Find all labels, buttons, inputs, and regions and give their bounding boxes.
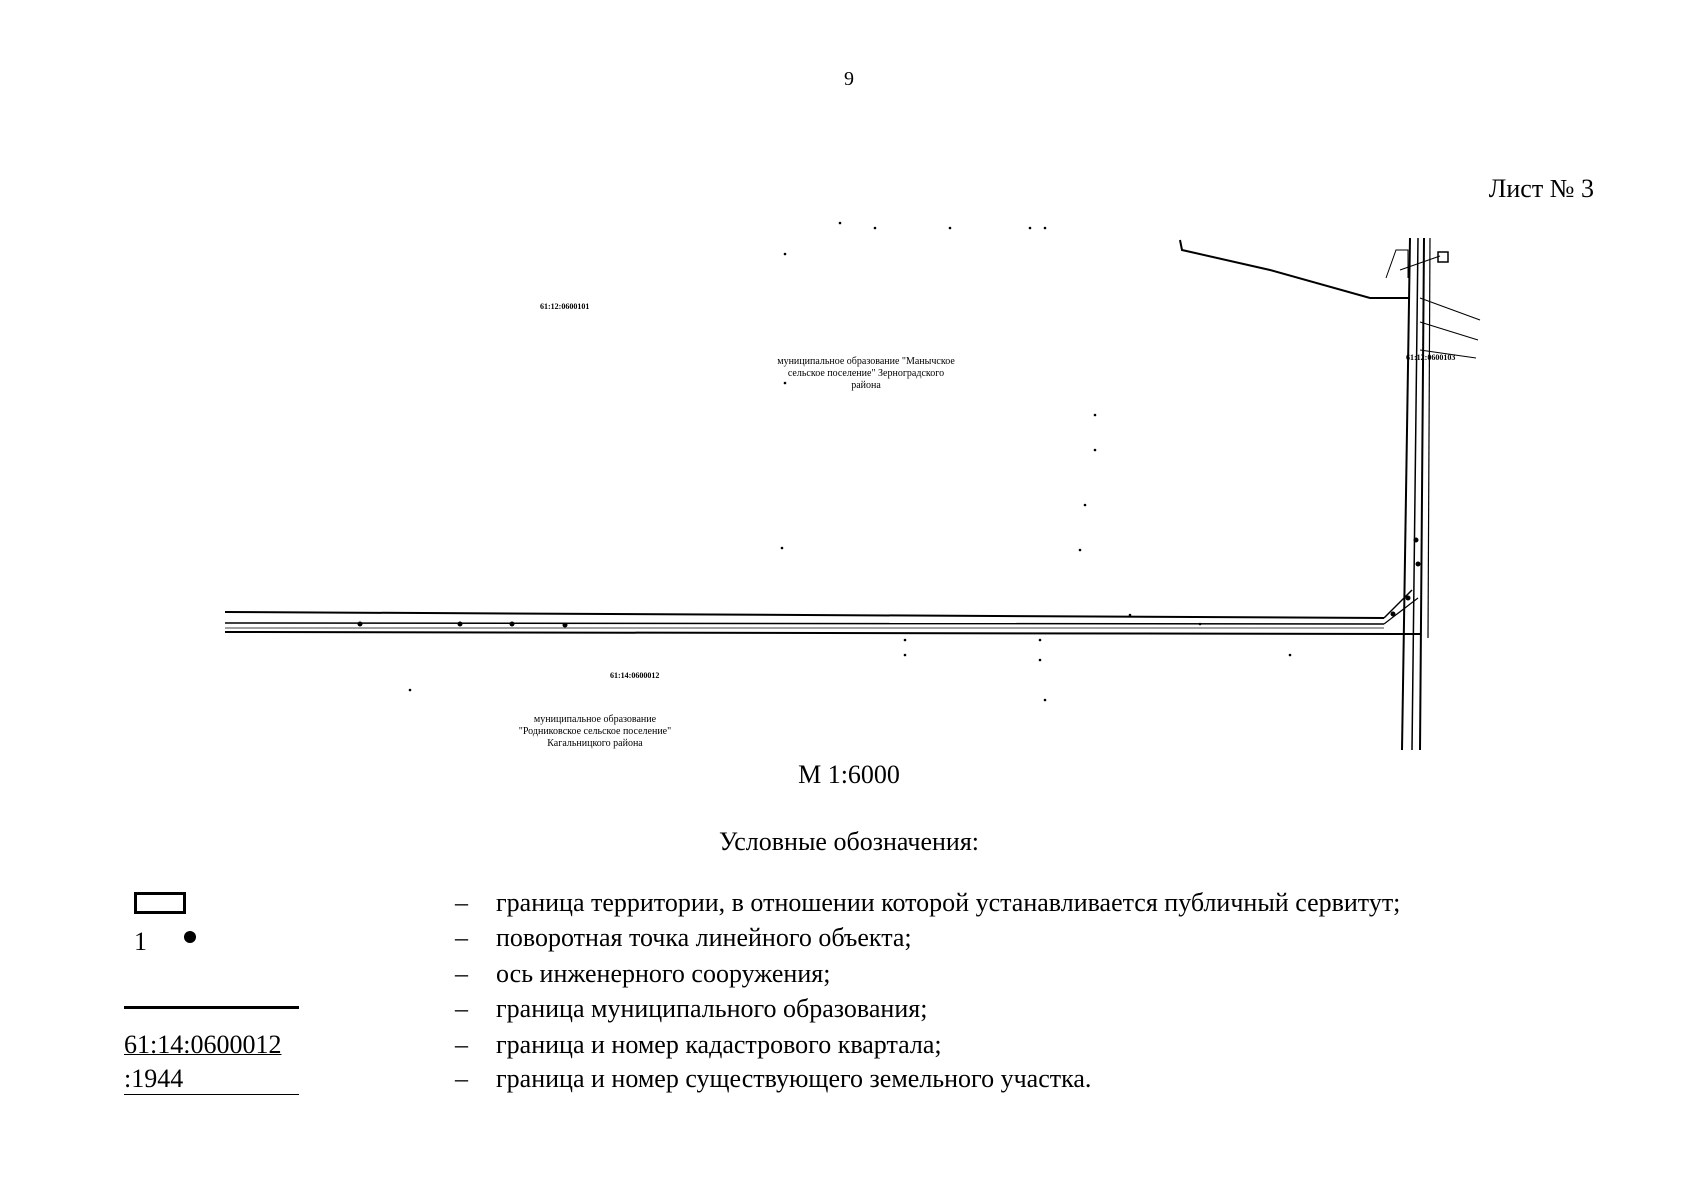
quarter-label-bottom: 61:14:0600012: [610, 671, 660, 680]
parcel-number-symbol: :1944: [124, 1064, 299, 1095]
svg-text:"Родниковское сельское поселен: "Родниковское сельское поселение": [518, 726, 672, 737]
map-scale: М 1:6000: [798, 760, 900, 789]
legend-item-land-parcel: [0, 1064, 1698, 1100]
munic-label-bottom: [519, 714, 671, 749]
svg-text:района: района: [851, 380, 881, 391]
munic-label-top: [777, 356, 955, 391]
corridor-bottom-line: [225, 632, 1420, 634]
svg-text:Кагальницкого района: Кагальницкого района: [547, 738, 643, 749]
svg-text:муниципальное образование: муниципальное образование: [533, 714, 657, 725]
legend-text: поворотная точка линейного объекта;: [496, 923, 912, 952]
quarter-label-right: 61:12:0600103: [1406, 353, 1456, 362]
legend-dash: –: [455, 994, 468, 1023]
point-symbol: [184, 931, 196, 943]
svg-text:сельское поселение" Зерноградс: сельское поселение" Зерноградского: [787, 368, 945, 379]
legend-text: граница и номер существующего земельного участка.: [496, 1064, 1092, 1093]
corridor-axis-line: [225, 623, 1384, 624]
line-symbol: [124, 1006, 299, 1009]
legend-item-turning-point: [0, 923, 1698, 959]
vertical-line-right: [1420, 238, 1424, 750]
quarter-number-symbol: 61:14:0600012: [124, 1030, 282, 1059]
legend-text: граница и номер кадастрового квартала;: [496, 1030, 942, 1059]
page-number: 9: [844, 68, 854, 90]
road-top: [1180, 240, 1410, 298]
legend-item-engineering-axis: [0, 959, 1698, 995]
cadastral-map: [0, 220, 1698, 760]
legend-dash: –: [455, 1030, 468, 1059]
legend-text: граница муниципального образования;: [496, 994, 928, 1023]
legend-dash: –: [455, 888, 468, 917]
rectangle-symbol: [134, 892, 186, 914]
legend-text: ось инженерного сооружения;: [496, 959, 831, 988]
legend-item-cadastral-quarter: [0, 1030, 1698, 1066]
quarter-label-top-left: 61:12:0600101: [540, 302, 590, 311]
legend-title: Условные обозначения:: [718, 827, 980, 856]
legend-dash: –: [455, 1064, 468, 1093]
legend-dash: –: [455, 959, 468, 988]
svg-text:муниципальное образование "Ман: муниципальное образование "Манычское: [777, 356, 955, 367]
sheet-label: Лист № 3: [1488, 174, 1594, 203]
legend-item-servitude-boundary: [0, 888, 1698, 924]
corridor-top-line: [225, 612, 1384, 618]
point-number: 1: [134, 927, 147, 956]
legend-dash: –: [455, 923, 468, 952]
legend-item-municipal-boundary: [0, 994, 1698, 1030]
vertical-line-left: [1402, 238, 1410, 750]
legend-text: граница территории, в отношении которой устанавливается публичный сервитут;: [496, 888, 1401, 917]
